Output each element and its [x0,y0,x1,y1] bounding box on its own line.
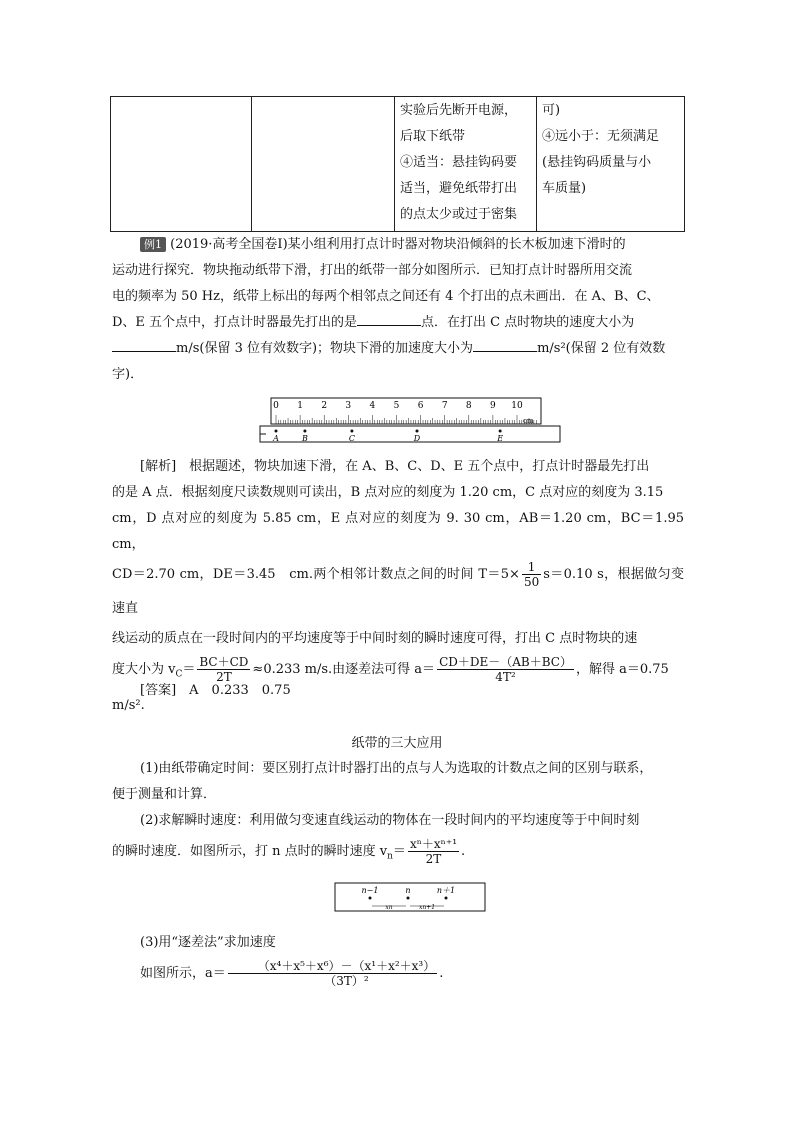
table-cell-1 [111,97,252,232]
example-text: 电的频率为 50 Hz，纸带上标出的每两个相邻点之间还有 4 个打出的点未画出．在 A、B、C、 [112,289,660,304]
tape-label-n-plus-1: n＋1 [436,886,456,895]
analysis-text: 度大小为 $v_C=$ $\frac{BC+CD}{2T}$ ≈0.233 m/s.由逐差法可得 a＝ $\frac{CD+DE-(AB+BC)}{\text{4T²}}$ ，解得 a＝0.75 [112,655,669,684]
fraction-vc: $\frac{BC+CD}{2T}$ [199,655,249,684]
tape-xn: xn [385,904,393,911]
tape-label-n: n [405,886,411,895]
section-text: 如图所示，a＝ $\frac{\text{（x⁴＋x⁵＋x⁶）－（x¹＋x²＋x³）}}{\text{（3T）²}}$ . [140,959,444,988]
section-text: 的瞬时速度．如图所示，打 n 点时的瞬时速度 $v_n=$ $\frac{\text{xⁿ＋xⁿ⁺¹}}{2T}$ . [112,837,466,866]
cell3-line: 后取下纸带 [400,129,466,144]
tape-point [275,430,278,433]
answer-text: A 0.233 0.75 [189,683,291,698]
answer-blank [357,311,421,326]
ruler-tick-label: 5 [393,401,400,411]
example-source: (2019·高考全国卷Ⅰ) [170,237,288,252]
tape-point-label: B [301,434,308,443]
example-tag: 例1 [140,237,166,252]
analysis-text: cm，D 点对应的刻度为 5.85 cm，E 点对应的刻度为 9. 30 cm，AB＝1.20 cm，BC＝1.95 cm， [112,511,698,552]
fraction-a: $\frac{CD+DE-(AB+BC)}{\text{4T²}}$ [439,655,572,684]
tape-point [350,430,353,433]
fraction-time: $\frac{1}{50}$ [523,560,540,589]
continued-table [110,96,685,232]
example-text: 运动进行探究．物块拖动纸带下滑，打出的纸带一部分如图所示．已知打点计时器所用交流 [112,263,633,278]
answer-blank [473,337,537,352]
ruler-tick-label: 3 [345,401,352,411]
section-body [112,756,684,875]
ruler-tick-label: 4 [369,401,376,411]
section-text: (3)用“逐差法”求加速度 [140,935,276,950]
ruler-tick-label: 10 [511,401,523,411]
analysis-text: m/s². [112,697,145,713]
cell3-line: 的点太少或过于密集 [400,207,518,222]
ruler-tick-label: 7 [441,401,448,411]
tape-point-label: C [348,434,355,443]
answer [112,678,684,704]
tape-point-label: A [273,434,279,443]
analysis-text: 根据题述，物块加速下滑，在 A、B、C、D、E 五个点中，打点计时器最先打出 [189,459,650,474]
cell4-line: ④远小于：无须满足 [542,129,660,144]
ruler-tick-label: 9 [490,401,496,411]
section-text: (2)求解瞬时速度：利用做匀变速直线运动的物体在一段时间内的平均速度等于中间时刻 [140,813,640,828]
tape-point [303,430,306,433]
cell3-line: 实验后先断开电源， [400,103,518,118]
tape-point [415,430,418,433]
ruler-tape-figure [258,396,564,448]
example-text: D、E 五个点中，打点计时器最先打出的是 点．在打出 C 点时物块的速度大小为 [112,310,684,336]
analysis-label: [解析] [140,459,177,474]
answer-label: [答案] [140,683,177,698]
tape-point [499,430,502,433]
tape-xn1: xn+1 [418,904,436,911]
ruler-tick-label: 0 [273,401,279,411]
section-body-2 [112,930,684,992]
tape-label-n-minus-1: n−1 [361,886,379,895]
fraction-vn: $\frac{\text{xⁿ＋xⁿ⁺¹}}{2T}$ [409,837,458,866]
tape-figure-n [334,882,486,912]
analysis-text: CD＝2.70 cm，DE＝3.45 cm.两个相邻计数点之间的时间 T＝5× $\frac{1}{50}$ s＝0.10 s，根据做匀变速直 [112,560,685,616]
table-cell-2 [252,97,395,232]
section-title: 纸带的三大应用 [351,736,443,751]
tape-point-label: D [413,434,421,443]
cell4-line: (悬挂钩码质量与小 [542,155,652,170]
section-text: 便于测量和计算． [112,787,217,802]
ruler-tick-label: 6 [417,401,424,411]
example-text: 字)． [112,367,144,382]
cell4-line: 可) [542,103,561,118]
ruler-tick-label: 1 [297,401,303,411]
answer-blank [112,337,176,352]
tape-point-label: E [497,434,504,443]
ruler-unit: cm [523,417,534,425]
ruler-tick-label: 8 [465,401,472,411]
analysis-text: 的是 A 点．根据刻度尺读数规则可读出，B 点对应的刻度为 1.20 cm，C 点对应的刻度为 3.15 [112,485,664,500]
example-problem [112,232,684,388]
analysis-text: 线运动的质点在一段时间内的平均速度等于中间时刻的瞬时速度可得，打出 C 点时物块的速 [112,631,638,646]
cell3-line: 适当，避免纸带打出 [400,181,518,196]
fraction-zhucha: $\frac{\text{（x⁴＋x⁵＋x⁶）－（x¹＋x²＋x³）}}{\text{（3T）²}}$ [228,959,437,988]
example-text: 某小组利用打点计时器对物块沿倾斜的长木板加速下滑时的 [287,237,626,252]
table-cell-3 [395,97,537,232]
cell3-line: ④适当：悬挂钩码要 [400,155,518,170]
table-cell-4 [537,97,685,232]
ruler-tick-label: 2 [321,401,328,411]
example-text: m/s(保留 3 位有效数字)；物块下滑的加速度大小为 m/s²(保留 2 位有效数 [112,336,684,362]
cell4-line: 车质量) [542,181,587,196]
section-text: (1)由纸带确定时间：要区别打点计时器打出的点与人为选取的计数点之间的区别与联系， [140,761,653,776]
